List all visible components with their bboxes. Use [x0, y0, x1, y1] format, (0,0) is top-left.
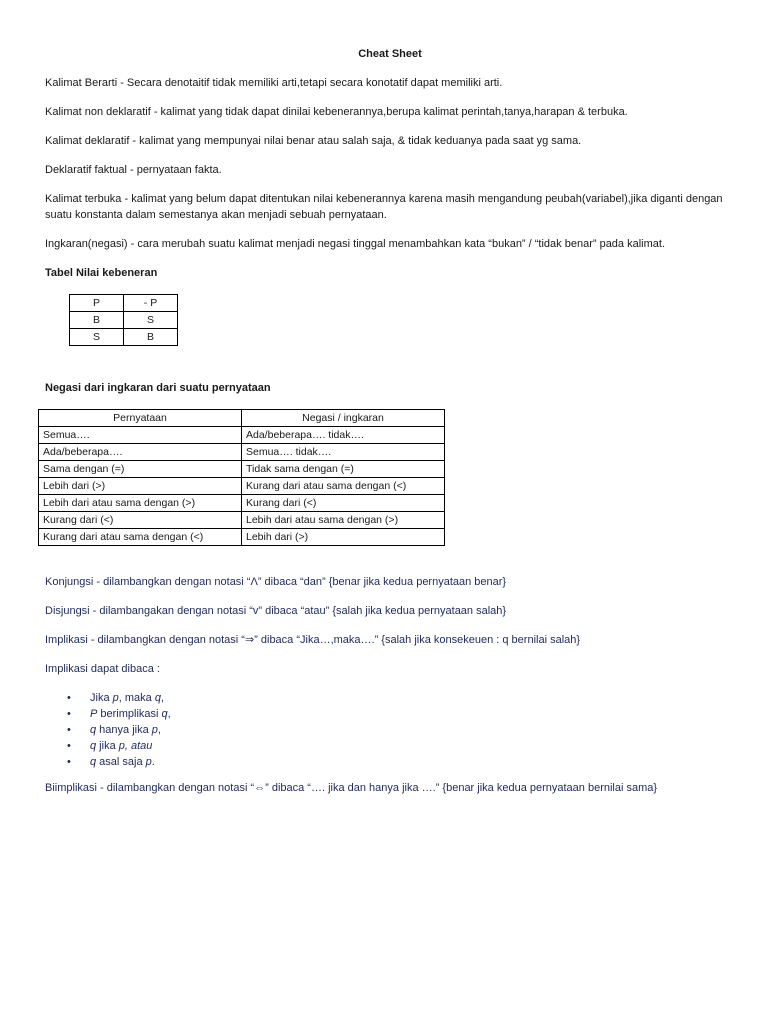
- table-cell: Lebih dari atau sama dengan (>): [242, 512, 445, 529]
- table-cell: B: [124, 329, 178, 346]
- table-row: [39, 529, 445, 546]
- list-var: q: [90, 724, 97, 736]
- list-text: .: [151, 756, 155, 768]
- table-cell: Kurang dari atau sama dengan (<): [39, 529, 242, 546]
- paragraph-biimplikasi: Biimplikasi - dilambangkan dengan notasi “⇔” dibaca “…. jika dan hanya jika ….” {benar jika kedua pernyataan bernilai sama}: [45, 782, 658, 794]
- document-page: [45, 46, 735, 809]
- table-cell: Kurang dari (<): [242, 495, 445, 512]
- list-text: Jika: [90, 692, 113, 704]
- table-header-cell: Pernyataan: [39, 410, 242, 427]
- negation-table-heading: Negasi dari ingkaran dari suatu pernyataan: [45, 382, 271, 394]
- paragraph-disjungsi: Disjungsi - dilambangakan dengan notasi “v” dibaca “atau” {salah jika kedua pernyataan salah}: [45, 605, 507, 617]
- table-cell: Kurang dari atau sama dengan (<): [242, 478, 445, 495]
- list-item: [45, 706, 735, 722]
- table-row: [39, 444, 445, 461]
- list-item: [45, 738, 735, 754]
- list-var: p: [145, 756, 152, 768]
- list-var: q: [90, 740, 97, 752]
- paragraph-kalimat-berarti: Kalimat Berarti - Secara denotaitif tidak memiliki arti,tetapi secara konotatif dapat memiliki arti.: [45, 77, 503, 89]
- bullet-icon: •: [67, 756, 71, 768]
- table-row: [39, 427, 445, 444]
- list-var: q: [161, 708, 168, 720]
- table-cell: Semua…. tidak….: [242, 444, 445, 461]
- table-cell: Lebih dari (>): [242, 529, 445, 546]
- paragraph-kalimat-non-deklaratif: Kalimat non deklaratif - kalimat yang tidak dapat dinilai kebenerannya,berupa kalimat perintah,tanya,harapan & terbuka.: [45, 106, 628, 118]
- bullet-icon: •: [67, 692, 71, 704]
- table-cell: Kurang dari (<): [39, 512, 242, 529]
- table-row: [70, 329, 178, 346]
- paragraph-ingkaran: Ingkaran(negasi) - cara merubah suatu kalimat menjadi negasi tinggal menambahkan kata “bukan” / “tidak benar” pada kalimat.: [45, 238, 666, 250]
- bullet-icon: •: [67, 708, 71, 720]
- table-cell: Lebih dari (>): [39, 478, 242, 495]
- list-text: ,: [157, 724, 161, 736]
- bullet-icon: •: [67, 724, 71, 736]
- paragraph-deklaratif-faktual: Deklaratif faktual - pernyataan fakta.: [45, 164, 222, 176]
- table-row: [39, 461, 445, 478]
- paragraph-konjungsi: Konjungsi - dilambangkan dengan notasi “Λ” dibaca “dan” {benar jika kedua pernyataan benar}: [45, 576, 507, 588]
- table-cell: Sama dengan (=): [39, 461, 242, 478]
- list-text: jika: [96, 740, 119, 752]
- list-item: [45, 754, 735, 770]
- list-item: [45, 690, 735, 706]
- table-cell: B: [70, 312, 124, 329]
- table-header-cell: Negasi / ingkaran: [242, 410, 445, 427]
- list-text: hanya jika: [96, 724, 152, 736]
- table-row: [70, 295, 178, 312]
- paragraph-kalimat-deklaratif: Kalimat deklaratif - kalimat yang mempunyai nilai benar atau salah saja, & tidak keduanya pada saat yg sama.: [45, 135, 582, 147]
- list-var: p: [112, 692, 119, 704]
- list-var: p, atau: [118, 740, 153, 752]
- bullet-icon: •: [67, 740, 71, 752]
- table-cell: S: [124, 312, 178, 329]
- table-cell: Semua….: [39, 427, 242, 444]
- paragraph-implikasi: Implikasi - dilambangkan dengan notasi “⇒” dibaca “Jika…,maka….” {salah jika konsekeuen : q bernilai salah}: [45, 634, 581, 646]
- table-cell: Lebih dari atau sama dengan (>): [39, 495, 242, 512]
- implikasi-readings-list: [45, 690, 735, 770]
- list-text: , maka: [118, 692, 155, 704]
- page-title: Cheat Sheet: [358, 48, 422, 60]
- list-var: q: [154, 692, 161, 704]
- list-item: [45, 722, 735, 738]
- negation-table: [38, 409, 445, 546]
- list-text: berimplikasi: [97, 708, 162, 720]
- list-var: p: [151, 724, 158, 736]
- paragraph-implikasi-dibaca: Implikasi dapat dibaca :: [45, 663, 160, 675]
- list-var: P: [90, 708, 98, 720]
- list-text: asal saja: [96, 756, 146, 768]
- truth-table-heading: Tabel Nilai kebeneran: [45, 267, 158, 279]
- table-row: [70, 312, 178, 329]
- table-cell: - P: [124, 295, 178, 312]
- table-cell: Ada/beberapa…. tidak….: [242, 427, 445, 444]
- list-text: ,: [160, 692, 165, 704]
- paragraph-kalimat-terbuka: Kalimat terbuka - kalimat yang belum dapat ditentukan nilai kebenerannya karena masih mengandung peubah(variabel),jika diganti dengan suatu konstanta dalam semestanya akan menjadi sebuah pernyataan.: [45, 193, 723, 221]
- table-row: [39, 495, 445, 512]
- truth-table: [69, 294, 178, 346]
- list-text: ,: [167, 708, 171, 720]
- table-cell: Tidak sama dengan (=): [242, 461, 445, 478]
- table-header-row: [39, 410, 445, 427]
- list-var: q: [90, 756, 97, 768]
- table-row: [39, 512, 445, 529]
- table-cell: P: [70, 295, 124, 312]
- table-cell: S: [70, 329, 124, 346]
- table-cell: Ada/beberapa….: [39, 444, 242, 461]
- table-row: [39, 478, 445, 495]
